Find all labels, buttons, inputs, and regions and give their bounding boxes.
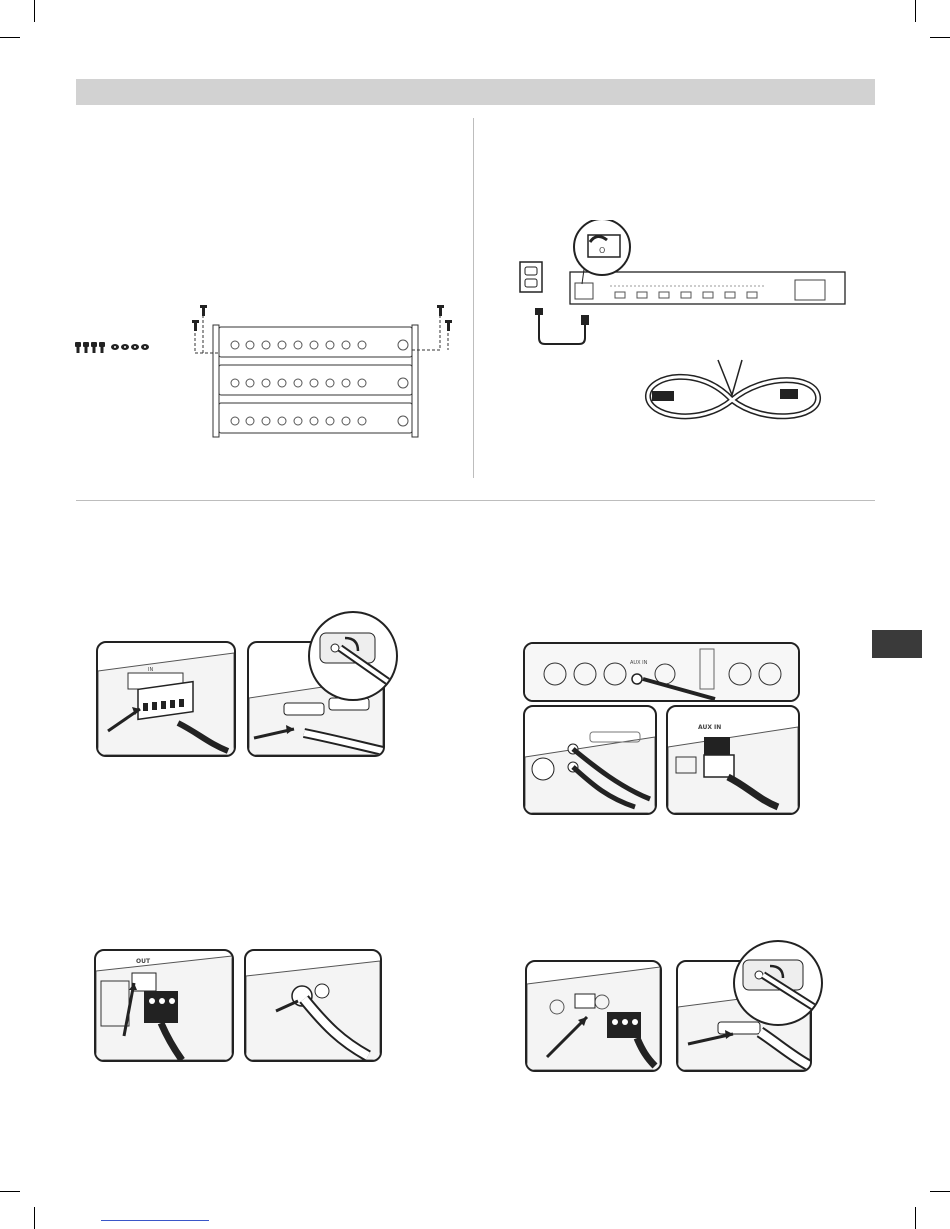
output-xlr-panel <box>244 949 382 1062</box>
coiled-cable-illustration <box>640 355 825 440</box>
rca-aux-panel <box>523 705 657 815</box>
crop-mark <box>0 37 20 38</box>
svg-text:O: O <box>599 246 606 255</box>
footer-link-underline <box>101 1220 209 1221</box>
output-terminal-block-panel <box>94 949 234 1062</box>
dsub-screw-magnifier <box>308 611 398 701</box>
aux-terminal-block-panel <box>666 705 800 815</box>
column-divider <box>473 118 474 478</box>
input-terminal-block-panel <box>96 641 236 757</box>
crop-mark <box>34 0 35 22</box>
section-header-bar <box>76 79 875 105</box>
crop-mark <box>0 1191 20 1192</box>
chapter-tab <box>872 630 922 658</box>
terminal-block-right-panel <box>525 960 662 1072</box>
svg-text:AUX IN: AUX IN <box>630 660 648 666</box>
crop-mark <box>915 0 916 22</box>
svg-text:OUT: OUT <box>136 958 151 965</box>
crop-mark <box>915 1207 916 1229</box>
crop-mark <box>930 1191 950 1192</box>
section-divider <box>76 500 875 501</box>
svg-text:IN: IN <box>148 667 154 673</box>
front-aux-jack-panel <box>523 642 800 702</box>
dsub-right-screw-magnifier <box>733 940 823 1026</box>
crop-mark <box>930 37 950 38</box>
svg-text:AUX IN: AUX IN <box>698 724 722 731</box>
screw-icon <box>75 342 105 353</box>
rack-mount-illustration <box>70 305 470 445</box>
crop-mark <box>34 1207 35 1229</box>
washer-icon <box>111 344 149 350</box>
power-connection-illustration <box>515 220 850 345</box>
